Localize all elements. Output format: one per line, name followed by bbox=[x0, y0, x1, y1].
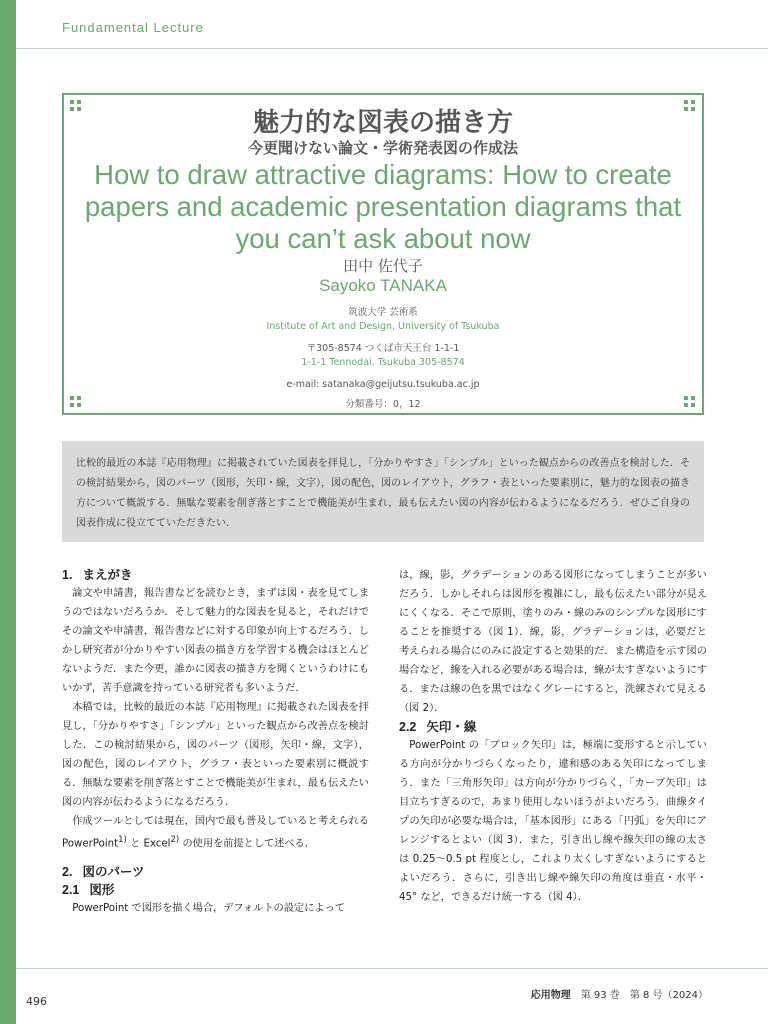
author-name-english: Sayoko TANAKA bbox=[319, 275, 447, 295]
address-japanese: 〒305-8574 つくば市天王台 1-1-1 bbox=[306, 343, 460, 355]
corner-ornament-icon bbox=[70, 100, 82, 112]
page-number: 496 bbox=[26, 995, 47, 1008]
body-paragraph: 論文や申請書，報告書などを読むとき，まずは図・表を見てしまうのではないだろうか．そして魅力的な図表を見ると，それだけでその論文や申請書，報告書などに対する印象が向上するだろう．しかし研究者が分かりやすい図表の描き方を学習する機会はほとんどないようだ．また今更，誰かに図表の描き方を聞くというわけにもいかず，苦手意識を持っている研究者も多いようだ． bbox=[62, 588, 369, 694]
section-heading: 2. 図のパーツ bbox=[62, 865, 145, 880]
subsection-heading: 2.2 矢印・線 bbox=[399, 720, 477, 734]
affiliation-japanese: 筑波大学 芸術系 bbox=[348, 307, 418, 319]
reference-marker: 2) bbox=[170, 835, 180, 845]
abstract: 比較的最近の本誌『応用物理』に掲載されていた図表を拝見し，「分かりやすさ」「シンプル」といった観点からの改善点を検討した．その検討結果から，図のパーツ（図形，矢印・線，文字），図の配色，図のレイアウト，グラフ・表といった要素別に，魅力的な図表の描き方について概説する．無駄な要素を削ぎ落とすことで機能美が生まれ，最も伝えたい図の内容が伝わるようになるだろう．ぜひご自身の図表作成に役立てていただきたい． bbox=[62, 441, 704, 542]
body-paragraph: PowerPoint の「ブロック矢印」は，極端に変形すると示している方向が分かりづらくなったり，違和感のある矢印になってしまう．また「三角形矢印」は方向が分かりづらく，「カーブ矢印」は目立ちすぎるので，あまり使用しないほうがよいだろう．曲線タイプの矢印が必要な場合は，「基本図形」にある「円弧」を矢印にアレンジするとよい（図 3）．また，引き出し線や線矢印の線の太さは 0.25〜0.5 pt 程度とし，これより太くしすぎないようにするとよいだろう．さらに，引き出し線や線矢印の角度は垂直・水平・45° など，できるだけ統一する（図 4）． bbox=[399, 740, 707, 903]
corner-ornament-icon bbox=[684, 100, 696, 112]
author-name-japanese: 田中 佐代子 bbox=[343, 256, 423, 275]
affiliation-english: Institute of Art and Design, University of Tsukuba bbox=[266, 321, 500, 333]
volume-issue: 第 93 巻 第 8 号（2024） bbox=[580, 990, 708, 1001]
section-heading: 1. まえがき bbox=[62, 568, 133, 582]
title-english: How to draw attractive diagrams: How to create papers and academic presentation diagrams that you can’t ask about now bbox=[84, 158, 682, 254]
author-email: e-mail: satanaka@geijutsu.tsukuba.ac.jp bbox=[286, 379, 480, 391]
body-paragraph: 作成ツールとしては現在，国内で最も普及していると考えられる PowerPoint$^{1)}$ と Excel$^{2)}$ の使用を前提として述べる． bbox=[62, 816, 369, 850]
title-japanese: 魅力的な図表の描き方 bbox=[252, 108, 513, 138]
body-paragraph: は，線，影，グラデーションのある図形になってしまうことが多いだろう．しかしそれらは図形を複雑にし，最も伝えたい部分が見えにくくなる．そこで原則，塗りのみ・線のみのシンプルな図形にすることを推奨する（図 1）．線，影，グラデーションは，必要だと考えられる場合にのみに設定すると効果的だ．また構造を示す図の場合など，線を入れる必要がある場合は，線が太すぎないようにする．または線の色を黒ではなくグレーにすると，洗練されて見える（図 2）． bbox=[399, 570, 707, 714]
corner-ornament-icon bbox=[684, 396, 696, 408]
journal-info bbox=[531, 986, 708, 1001]
reference-marker: 1) bbox=[118, 835, 127, 845]
corner-ornament-icon bbox=[70, 396, 82, 408]
body-column-right bbox=[399, 566, 707, 907]
address-english: 1-1-1 Tennodai, Tsukuba 305-8574 bbox=[301, 357, 465, 369]
running-head: Fundamental Lecture bbox=[62, 20, 204, 35]
header-rule bbox=[16, 48, 768, 49]
classification-number: 分類番号：0，12 bbox=[345, 399, 421, 411]
journal-name: 応用物理 bbox=[530, 990, 571, 1001]
title-box bbox=[62, 93, 704, 415]
footer-rule bbox=[16, 968, 768, 969]
body-column-left bbox=[62, 566, 369, 918]
side-color-stripe bbox=[0, 0, 16, 1024]
subtitle-japanese: 今更聞けない論文・学術発表図の作成法 bbox=[247, 138, 518, 157]
body-paragraph: PowerPoint で図形を描く場合，デフォルトの設定によって bbox=[72, 903, 345, 915]
body-paragraph: 本稿では，比較的最近の本誌『応用物理』に掲載された図表を拝見し，「分かりやすさ」「シンプル」といった観点から改善点を検討した．この検討結果から，図のパーツ（図形，矢印・線，文字），図の配色，図のレイアウト，グラフ・表といった要素別に概説する．無駄な要素を削ぎ落とすことで機能美が生まれ，最も伝えたい図の内容が伝わるようになるだろう． bbox=[62, 702, 369, 808]
subsection-heading: 2.1 図形 bbox=[62, 883, 115, 898]
